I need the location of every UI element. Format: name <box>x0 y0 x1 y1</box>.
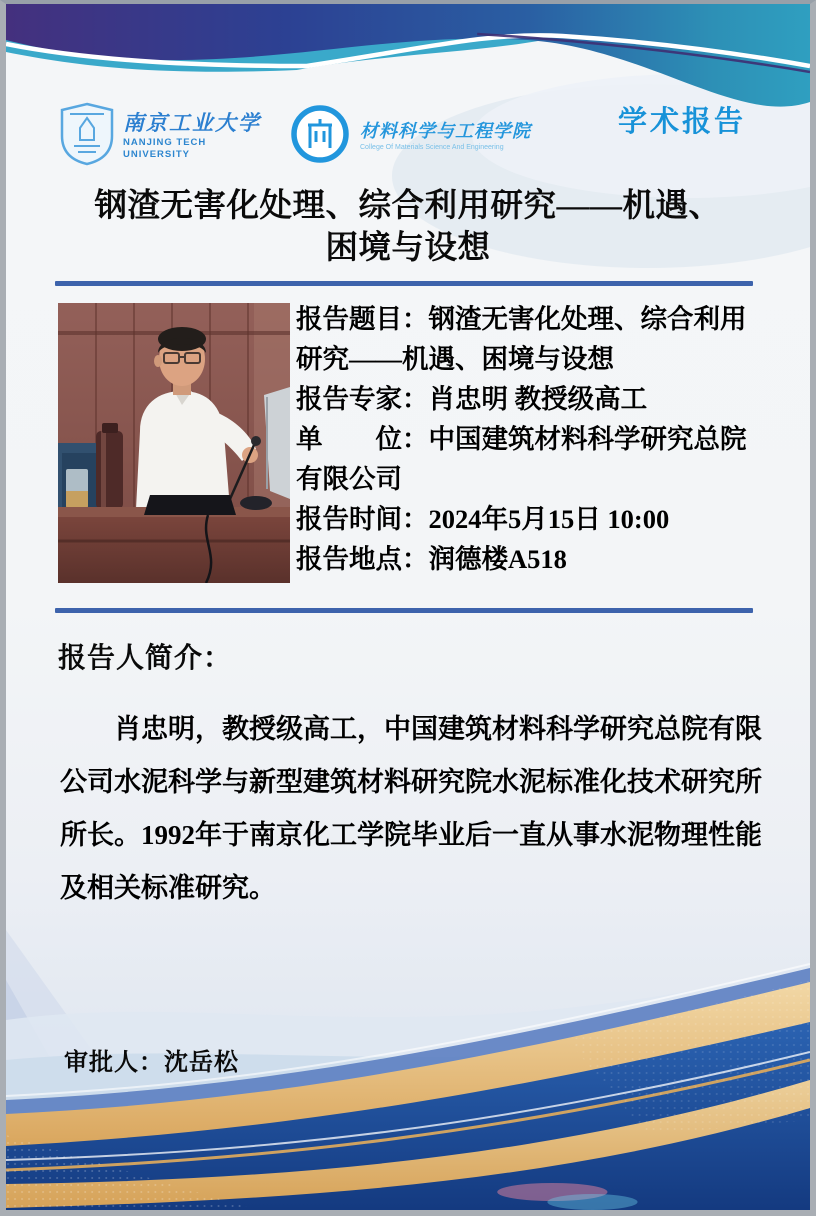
field-time-value: 2024年5月15日 10:00 <box>428 504 670 534</box>
field-expert <box>296 379 758 419</box>
bio-heading: 报告人简介： <box>58 642 233 673</box>
university-logo <box>60 102 261 166</box>
bio-text: 肖忠明，教授级高工，中国建筑材料科学研究总院有限公司水泥科学与新型建筑材料研究院水泥标准化技术研究所 所长。1992年于南京化工学院毕业后一直从事水泥物理性能及相关标准研究。 <box>60 714 762 903</box>
university-name-en: NANJING TECH UNIVERSITY <box>123 137 207 160</box>
college-logo <box>289 103 531 165</box>
report-info-list <box>296 299 758 579</box>
field-location-value: 润德楼A518 <box>428 544 567 574</box>
field-location-label: 报告地点： <box>296 544 429 574</box>
field-topic-value: 钢渣无害化处理、综合利用研究——机遇、困境与设想 <box>296 304 747 374</box>
approver-name: 沈岳松 <box>164 1049 239 1076</box>
speaker-photo <box>58 303 290 583</box>
field-time-label: 报告时间： <box>296 504 429 534</box>
divider-bottom <box>55 608 753 613</box>
field-time <box>296 499 758 539</box>
poster-title <box>6 185 810 269</box>
field-topic <box>296 299 758 379</box>
divider-top <box>55 281 753 286</box>
college-name-en: College Of Materials Science And Engineering <box>360 143 504 151</box>
poster-title-line1: 钢渣无害化处理、综合利用研究——机遇、 <box>94 188 722 224</box>
college-emblem-icon <box>289 103 351 165</box>
approver-line <box>64 1042 239 1077</box>
logo-row <box>60 94 531 174</box>
field-expert-label: 报告专家： <box>296 384 429 414</box>
report-badge: 学术报告 <box>618 106 747 138</box>
field-organization-label: 单 位： <box>296 424 429 454</box>
university-shield-icon <box>60 102 114 166</box>
university-name-zh: 南京工业大学 <box>123 111 261 135</box>
college-name-zh: 材料科学与工程学院 <box>360 120 531 141</box>
field-expert-value: 肖忠明 教授级高工 <box>428 384 648 414</box>
approver-label: 审批人： <box>64 1049 164 1076</box>
field-topic-label: 报告题目： <box>296 304 429 334</box>
field-organization <box>296 419 758 499</box>
poster-title-line2: 困境与设想 <box>325 230 491 266</box>
field-organization-value: 中国建筑材料科学研究总院有限公司 <box>296 424 747 494</box>
field-location <box>296 539 758 579</box>
